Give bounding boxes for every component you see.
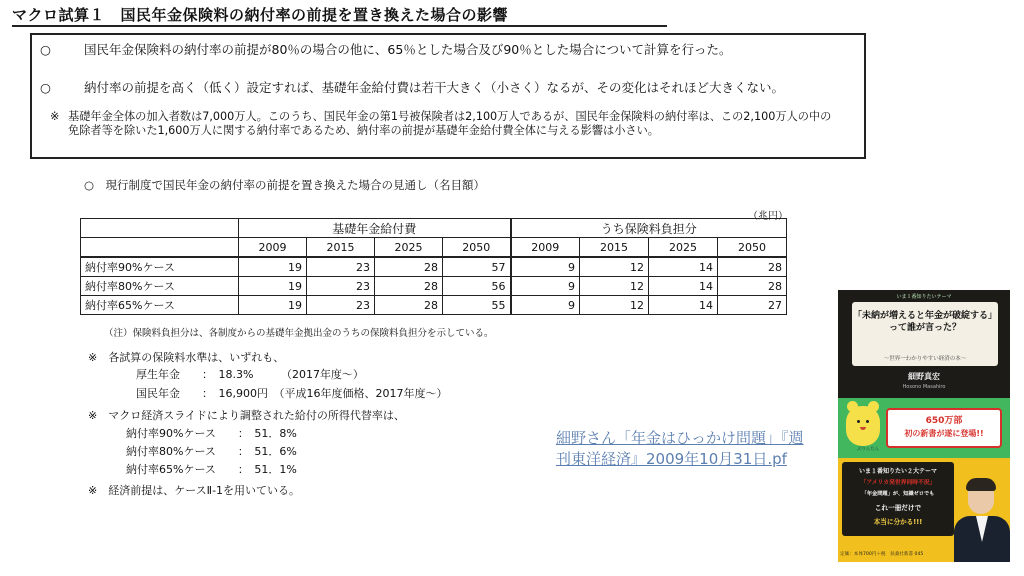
table-cell: 23 [307,257,375,277]
book-cover-image [838,290,1010,562]
table-cell: 28 [375,257,443,277]
table-cell: 57 [443,257,511,277]
promo-line-5: 本当に分かる!!! [873,518,923,526]
table-row [81,277,787,296]
year-header: 2015 [307,238,375,258]
promo-line-4: これ一冊だけで [874,504,922,512]
book-author: 細野真宏 [908,372,940,381]
title-underline [12,25,667,27]
bullet-circle-icon: ○ [40,42,51,57]
assumption-note-1: ※ 各試算の保険料水準は、いずれも、 [88,351,285,364]
table-caption: ○ 現行制度で国民年金の納付率の前提を置き換えた場合の見通し（名目額） [84,178,486,192]
book-series: いま１番知りたいテーマ [896,294,952,300]
bear-mascot-icon [846,406,880,446]
book-promo-panel [842,462,954,536]
replacement-rate-row: 納付率65%ケース ： 51．1% [126,463,297,476]
assumption-note-2: ※ マクロ経済スライドにより調整された給付の所得代替率は、 [88,409,405,422]
book-author-romaji: Hosono Masahiro [902,384,946,390]
row-label: 納付率80%ケース [81,277,239,296]
summary-bullet-1-text: 国民年金保険料の納付率の前提が80％の場合の他に、65％とした場合及び90％とした場合について計算を行った。 [84,42,732,57]
table-row [81,296,787,315]
table-group-header-row [81,219,787,238]
book-price-footer: 定価：本体700円＋税 扶桑社新書 045 [840,552,924,557]
row-label: 納付率65%ケース [81,296,239,315]
table-footnote: （注）保険料負担分は、各制度からの基礎年金拠出金のうちの保険料負担分を示している。 [104,328,494,339]
year-header: 2050 [718,238,787,258]
year-header: 2025 [649,238,718,258]
year-header: 2009 [511,238,580,258]
author-portrait [952,480,1010,562]
sales-burst [886,408,1002,448]
article-link[interactable]: 細野さん「年金はひっかけ問題」『週刊東洋経済』2009年10月31日.pf [556,429,804,468]
assumption-row: 厚生年金 ： 18.3% （2017年度～） [136,368,364,381]
bullet-circle-icon: ○ [40,80,51,95]
table-cell: 14 [649,296,718,315]
table-cell: 28 [718,257,787,277]
year-header: 2015 [580,238,649,258]
replacement-rate-row: 納付率90%ケース ： 51．8% [126,427,297,440]
note-mark: ※ [50,110,60,123]
table-cell: 55 [443,296,511,315]
year-header: 2025 [375,238,443,258]
book-title-panel [852,302,998,366]
table-corner-cell [81,238,239,258]
bear-caption: ぶりんたん [856,447,880,452]
table-cell: 56 [443,277,511,296]
table-year-header-row [81,238,787,258]
projection-table [80,218,787,315]
table-cell: 9 [511,257,580,277]
table-unit: （兆円） [748,211,788,222]
book-title: 「未納が増えると年金が破綻する」って誰が言った？ [852,311,997,333]
page-title: マクロ試算１ 国民年金保険料の納付率の前提を置き換えた場合の影響 [12,6,509,24]
promo-line-1: いま１番知りたい２大テーマ [858,468,937,475]
table-cell: 28 [375,296,443,315]
assumption-row: 国民年金 ： 16,900円 （平成16年度価格、2017年度～） [136,387,448,400]
promo-line-3: 「年金問題」が、知識ゼロでも [861,491,935,497]
replacement-rate-row: 納付率80%ケース ： 51．6% [126,445,297,458]
table-cell: 28 [375,277,443,296]
table-corner-cell [81,219,239,238]
table-cell: 28 [718,277,787,296]
table-cell: 27 [718,296,787,315]
year-header: 2009 [239,238,307,258]
group-header-basic-pension: 基礎年金給付費 [239,219,511,238]
summary-note-text: 基礎年金全体の加入者数は7,000万人。このうち、国民年金の第1号被保険者は2,100万人であるが、国民年金保険料の納付率は、この2,100万人の中の免除者等を除いた1,600万人に関する納付率であるため、納付率の前提が基礎年金給付費全体に与える影響は小さい。 [68,110,832,137]
table-cell: 19 [239,277,307,296]
table-cell: 14 [649,277,718,296]
group-header-premium-share: うち保険料負担分 [511,219,787,238]
table-cell: 23 [307,296,375,315]
table-cell: 9 [511,277,580,296]
table-cell: 12 [580,257,649,277]
table-row [81,257,787,277]
table-cell: 14 [649,257,718,277]
table-cell: 12 [580,296,649,315]
promo-line-2: 「アメリカ発世界同時不況」 [860,480,936,486]
table-cell: 19 [239,296,307,315]
row-label: 納付率90%ケース [81,257,239,277]
summary-bullet-2-text: 納付率の前提を高く（低く）設定すれば、基礎年金給付費は若干大きく（小さく）なるが、その変化はそれほど大きくない。 [84,80,785,95]
table-cell: 23 [307,277,375,296]
assumption-note-3: ※ 経済前提は、ケースⅡ-1を用いている。 [88,484,301,497]
sales-tagline: 初の新書が遂に登場!! [904,429,984,438]
summary-box [30,33,866,159]
table-cell: 12 [580,277,649,296]
book-subtitle: ～世界一わかりやすい経済の本～ [883,356,967,362]
table-cell: 19 [239,257,307,277]
year-header: 2050 [443,238,511,258]
table-cell: 9 [511,296,580,315]
sales-count: 650万部 [925,416,963,426]
